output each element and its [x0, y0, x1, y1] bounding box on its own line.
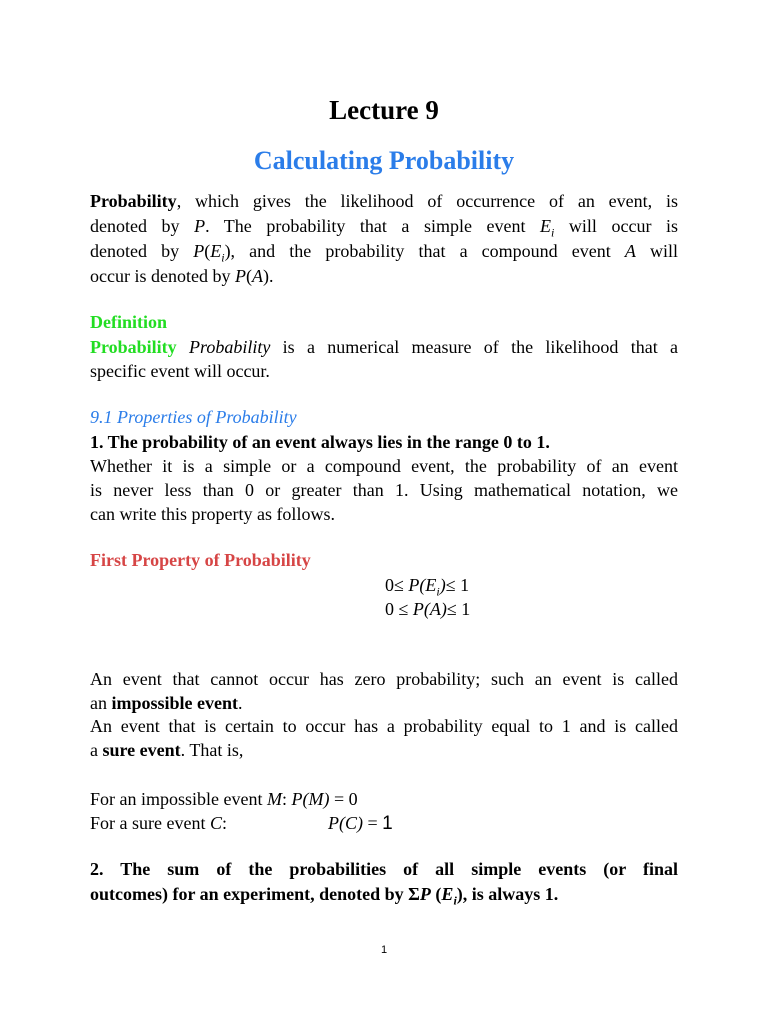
formula-impossible-event — [90, 787, 358, 811]
heading-text: 9.1 Properties of Probability — [90, 407, 297, 427]
symbol-p: P — [419, 884, 431, 904]
equation-1 — [385, 573, 469, 597]
property-1-statement — [90, 430, 678, 454]
text: = — [363, 813, 383, 833]
term-sure-event: sure event — [102, 740, 181, 760]
lecture-subtitle: Calculating Probability — [253, 146, 515, 175]
text: will — [635, 241, 678, 261]
text: ≤ 1 — [445, 575, 470, 595]
sigma-symbol: Σ — [408, 884, 420, 904]
text: . The probability that a simple event — [205, 216, 541, 236]
text: ( — [245, 266, 252, 286]
symbol-c: C — [209, 813, 222, 833]
text: an — [90, 693, 112, 713]
text: a — [90, 740, 103, 760]
text: denoted by — [90, 216, 195, 236]
intro-line — [90, 264, 678, 288]
definition-heading — [90, 310, 678, 334]
value-one: 1 — [382, 813, 393, 834]
text: 2. The sum of the probabilities of all simple events (or final — [90, 859, 678, 879]
subscript-i: i — [436, 584, 440, 599]
heading-text: First Property of Probability — [90, 550, 311, 570]
paragraph-line — [90, 667, 678, 691]
text: An event that is certain to occur has a probability equal to 1 and is called — [90, 716, 678, 736]
symbol-e: E — [540, 216, 552, 236]
text: ≤ 1 — [446, 599, 471, 619]
text: An event that cannot occur has zero probability; such an event is called — [90, 669, 678, 689]
text: . That is, — [180, 740, 244, 760]
text: ). — [262, 266, 274, 286]
text: , which gives the likelihood of occurrence of an event, is — [176, 191, 678, 211]
symbol-p: P — [193, 241, 205, 261]
definition-term: Probability — [90, 337, 177, 357]
definition-line — [90, 335, 678, 359]
intro-line — [90, 214, 678, 238]
paragraph-line — [90, 454, 678, 478]
text: outcomes) for an experiment, denoted by — [90, 884, 409, 904]
symbol-e: E — [441, 884, 454, 904]
formula-sure-event-value — [328, 811, 393, 836]
symbol: P(M) — [291, 789, 330, 809]
symbol: P(E — [408, 575, 437, 595]
symbol: P(A) — [412, 599, 447, 619]
formula-sure-event-label — [90, 811, 227, 835]
heading-text: Definition — [90, 312, 168, 332]
symbol: P(C) — [328, 813, 363, 833]
intro-line — [90, 239, 678, 263]
subscript-i: i — [551, 225, 555, 240]
term-probability: Probability — [90, 191, 177, 211]
text: 0≤ — [385, 575, 409, 595]
intro-line — [90, 189, 678, 213]
text: For a sure event — [90, 813, 210, 833]
page-number: 1 — [380, 944, 388, 956]
definition-line — [90, 359, 678, 383]
text: occur is denoted by — [90, 266, 235, 286]
lecture-title: Lecture 9 — [329, 95, 439, 125]
symbol-m: M — [266, 789, 282, 809]
property-2-line — [90, 857, 678, 881]
symbol: ) — [439, 575, 446, 595]
subscript-i: i — [221, 250, 225, 265]
text: specific event will occur. — [90, 361, 270, 381]
text: ( — [430, 884, 442, 904]
term-italic: Probability — [189, 337, 271, 357]
text: ), is always 1. — [456, 884, 559, 904]
first-property-heading — [90, 548, 678, 572]
text: is a numerical measure of the likelihood that a — [270, 337, 678, 357]
symbol-a: A — [624, 241, 636, 261]
paragraph-line — [90, 502, 678, 526]
text: : — [221, 813, 227, 833]
text: can write this property as follows. — [90, 504, 335, 524]
text: : — [281, 789, 292, 809]
text: 1. The probability of an event always lies in the range 0 to 1. — [90, 432, 550, 452]
term-impossible-event: impossible event — [111, 693, 239, 713]
symbol-p: P — [234, 266, 246, 286]
text: . — [238, 693, 243, 713]
paragraph-line — [90, 714, 678, 738]
property-2-line — [90, 882, 678, 906]
symbol-a: A — [251, 266, 263, 286]
text: will occur is — [554, 216, 679, 236]
text: Whether it is a simple or a compound event, the probability of an event — [90, 456, 678, 476]
paragraph-line — [90, 738, 678, 762]
text: = 0 — [329, 789, 358, 809]
text: ), and the probability that a compound event — [224, 241, 625, 261]
symbol-e: E — [210, 241, 222, 261]
paragraph-line — [90, 478, 678, 502]
text: 0 ≤ — [385, 599, 413, 619]
text: ( — [204, 241, 211, 261]
text: is never less than 0 or greater than 1. Using mathematical notation, we — [90, 480, 678, 500]
symbol-p: P — [194, 216, 206, 236]
paragraph-line — [90, 691, 678, 715]
subscript-i: i — [453, 893, 457, 908]
text: denoted by — [90, 241, 194, 261]
equation-2 — [385, 597, 470, 621]
text: For an impossible event — [90, 789, 267, 809]
section-heading — [90, 405, 678, 429]
